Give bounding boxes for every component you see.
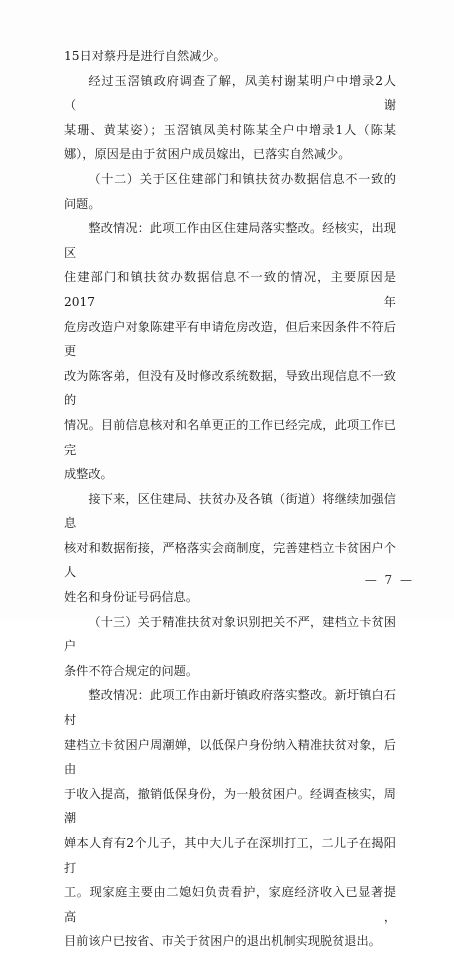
text-line: （十二）关于区住建部门和镇扶贫办数据信息不一致的 <box>88 171 396 186</box>
text-line: 目前该户已按省、市关于贫困户的退出机制实现脱贫退出。 <box>64 934 381 949</box>
text-line: 问题。 <box>64 196 101 211</box>
text-line: 工。现家庭主要由二媳妇负责看护，家庭经济收入已显著提高， <box>64 885 396 924</box>
text-line: 整改情况：此项工作由区住建局落实整改。经核实，出现区 <box>64 221 396 260</box>
text-line: 改为陈客弟，但没有及时修改系统数据，导致出现信息不一致的 <box>64 368 396 408</box>
text-line: 整改情况：此项工作由新圩镇政府落实整改。新圩镇白石村 <box>64 688 396 728</box>
text-line: （十三）关于精准扶贫对象识别把关不严，建档立卡贫困户 <box>64 614 396 654</box>
paragraph <box>64 216 396 487</box>
paragraph <box>64 683 396 954</box>
text-line: 情况。目前信息核对和名单更正的工作已经完成，此项工作已完 <box>64 417 396 457</box>
text-line: 姓名和身份证号码信息。 <box>64 590 199 605</box>
text-line: 条件不符合规定的问题。 <box>64 663 199 678</box>
text-line: 危房改造户对象陈建平有申请危房改造，但后来因条件不符后更 <box>64 319 396 359</box>
page-number: — 7 — <box>364 573 414 587</box>
text-line: 娜），原因是由于贫困户成员嫁出，已落实自然减少。 <box>64 147 351 162</box>
text-line: 于收入提高，撤销低保身份，为一般贫困户。经调查核实，周潮 <box>64 786 396 826</box>
text-line: 住建部门和镇扶贫办数据信息不一致的情况，主要原因是2017年 <box>64 270 396 309</box>
paragraph <box>64 69 396 167</box>
paragraph <box>64 167 396 216</box>
text-line: 建档立卡贫困户周潮婵，以低保户身份纳入精准扶贫对象，后由 <box>64 737 396 777</box>
document-body <box>64 44 396 954</box>
text-line: 经过玉滘镇政府调查了解，凤美村谢某明户中增录2人（谢 <box>64 73 396 113</box>
text-line: 15日对蔡丹是进行自然减少。 <box>64 49 226 63</box>
text-line: 核对和数据衔接，严格落实会商制度，完善建档立卡贫困户个人 <box>64 540 396 580</box>
text-line: 婵本人育有2个儿子，其中大儿子在深圳打工，二儿子在揭阳打 <box>64 836 396 875</box>
text-line: 成整改。 <box>64 467 113 482</box>
text-line: 某珊、黄某姿）；玉滘镇凤美村陈某全户中增录1人（陈某 <box>64 122 396 137</box>
paragraph <box>64 487 396 610</box>
paragraph <box>64 610 396 684</box>
text-line: 接下来，区住建局、扶贫办及各镇（街道）将继续加强信息 <box>64 491 396 531</box>
paragraph <box>64 44 396 69</box>
